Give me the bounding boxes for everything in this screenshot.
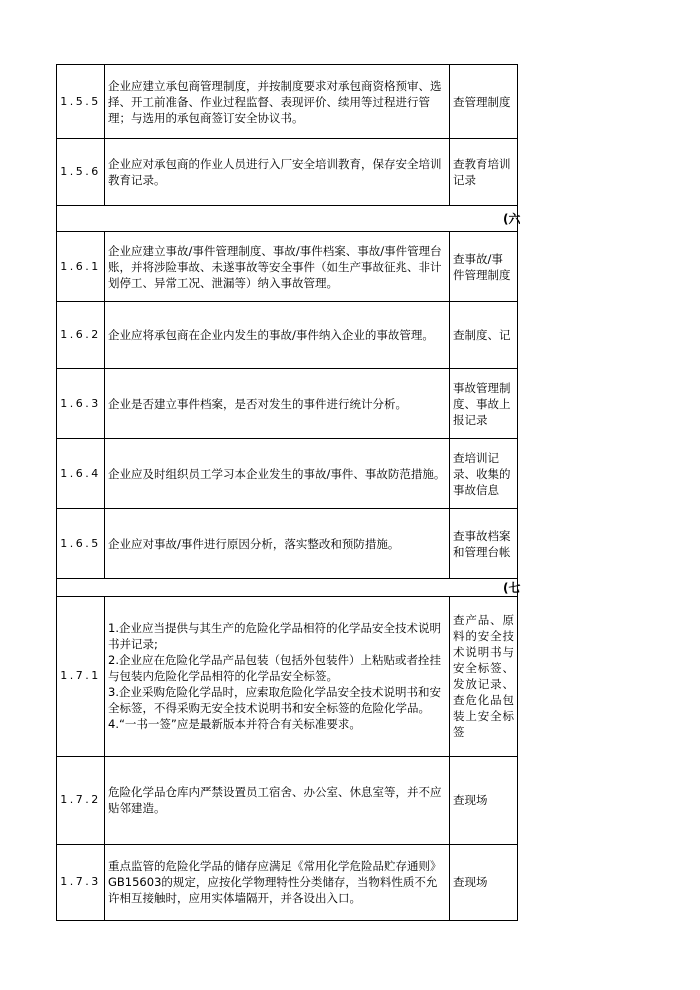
- section-title: (六: [503, 211, 521, 226]
- item-number: 1.5.6: [57, 139, 105, 206]
- check-method: 事故管理制度、事故上报记录: [450, 369, 518, 439]
- table-row: [57, 596, 518, 756]
- item-number: 1.6.5: [57, 509, 105, 579]
- requirement-line: 2.企业应在危险化学品产品包装（包括外包装件）上粘贴或者拴挂与包装内危险化学品相符的化学品安全标签。: [108, 653, 441, 683]
- item-requirement: 企业应及时组织员工学习本企业发生的事故/事件、事故防范措施。: [105, 439, 450, 509]
- table-row: [57, 65, 518, 139]
- requirement-line: 1.企业应当提供与其生产的危险化学品相符的化学品安全技术说明书并记录;: [108, 621, 441, 651]
- item-number: 1.5.5: [57, 65, 105, 139]
- section-title-cell: [57, 206, 521, 232]
- table-row: [57, 369, 518, 439]
- table-row: [57, 302, 518, 369]
- item-requirement: 企业是否建立事件档案，是否对发生的事件进行统计分析。: [105, 369, 450, 439]
- inspection-table-sheet: [56, 64, 521, 921]
- inspection-table: [56, 64, 521, 921]
- item-number: 1.7.2: [57, 756, 105, 844]
- section-title-cell: [57, 579, 521, 597]
- item-requirement: 企业应建立承包商管理制度，并按制度要求对承包商资格预审、选择、开工前准备、作业过程监督、表现评价、续用等过程进行管理；与选用的承包商签订安全协议书。: [105, 65, 450, 139]
- item-requirement: 企业应对事故/事件进行原因分析，落实整改和预防措施。: [105, 509, 450, 579]
- section-title: (七: [503, 580, 521, 595]
- item-number: 1.6.1: [57, 232, 105, 302]
- section-header-6: [57, 206, 518, 232]
- item-number: 1.7.1: [57, 596, 105, 756]
- table-row: [57, 756, 518, 844]
- table-row: [57, 232, 518, 302]
- check-method: 查管理制度: [450, 65, 518, 139]
- check-method: 查事故/事件管理制度: [450, 232, 518, 302]
- check-method: 查制度、记: [450, 302, 518, 369]
- table-row: [57, 439, 518, 509]
- section-header-7: [57, 579, 518, 597]
- item-number: 1.6.4: [57, 439, 105, 509]
- check-method: 查现场: [450, 756, 518, 844]
- item-requirement: 企业应建立事故/事件管理制度、事故/事件档案、事故/事件管理台账，并将涉险事故、未遂事故等安全事件（如生产事故征兆、非计划停工、异常工况、泄漏等）纳入事故管理。: [105, 232, 450, 302]
- item-requirement: [105, 596, 450, 756]
- check-method: 查培训记录、收集的事故信息: [450, 439, 518, 509]
- item-requirement: 企业应对承包商的作业人员进行入厂安全培训教育，保存安全培训教育记录。: [105, 139, 450, 206]
- item-requirement: 重点监管的危险化学品的储存应满足《常用化学危险品贮存通则》GB15603的规定，应按化学物理特性分类储存，当物料性质不允许相互接触时，应用实体墙隔开，并各设出入口。: [105, 844, 450, 920]
- item-number: 1.6.3: [57, 369, 105, 439]
- table-row: [57, 139, 518, 206]
- item-requirement: 危险化学品仓库内严禁设置员工宿舍、办公室、休息室等，并不应贴邻建造。: [105, 756, 450, 844]
- check-method: 查事故档案和管理台帐: [450, 509, 518, 579]
- item-number: 1.7.3: [57, 844, 105, 920]
- requirement-line: 4.“一书一签”应是最新版本并符合有关标准要求。: [108, 717, 361, 731]
- requirement-line: 3.企业采购危险化学品时，应索取危险化学品安全技术说明书和安全标签，不得采购无安全技术说明书和安全标签的危险化学品。: [108, 685, 441, 715]
- check-method: 查教育培训记录: [450, 139, 518, 206]
- table-row: [57, 509, 518, 579]
- table-row: [57, 844, 518, 920]
- item-number: 1.6.2: [57, 302, 105, 369]
- check-method: 查产品、原料的安全技术说明书与安全标签、发放记录、查危化品包装上安全标签: [450, 596, 518, 756]
- check-method: 查现场: [450, 844, 518, 920]
- item-requirement: 企业应将承包商在企业内发生的事故/事件纳入企业的事故管理。: [105, 302, 450, 369]
